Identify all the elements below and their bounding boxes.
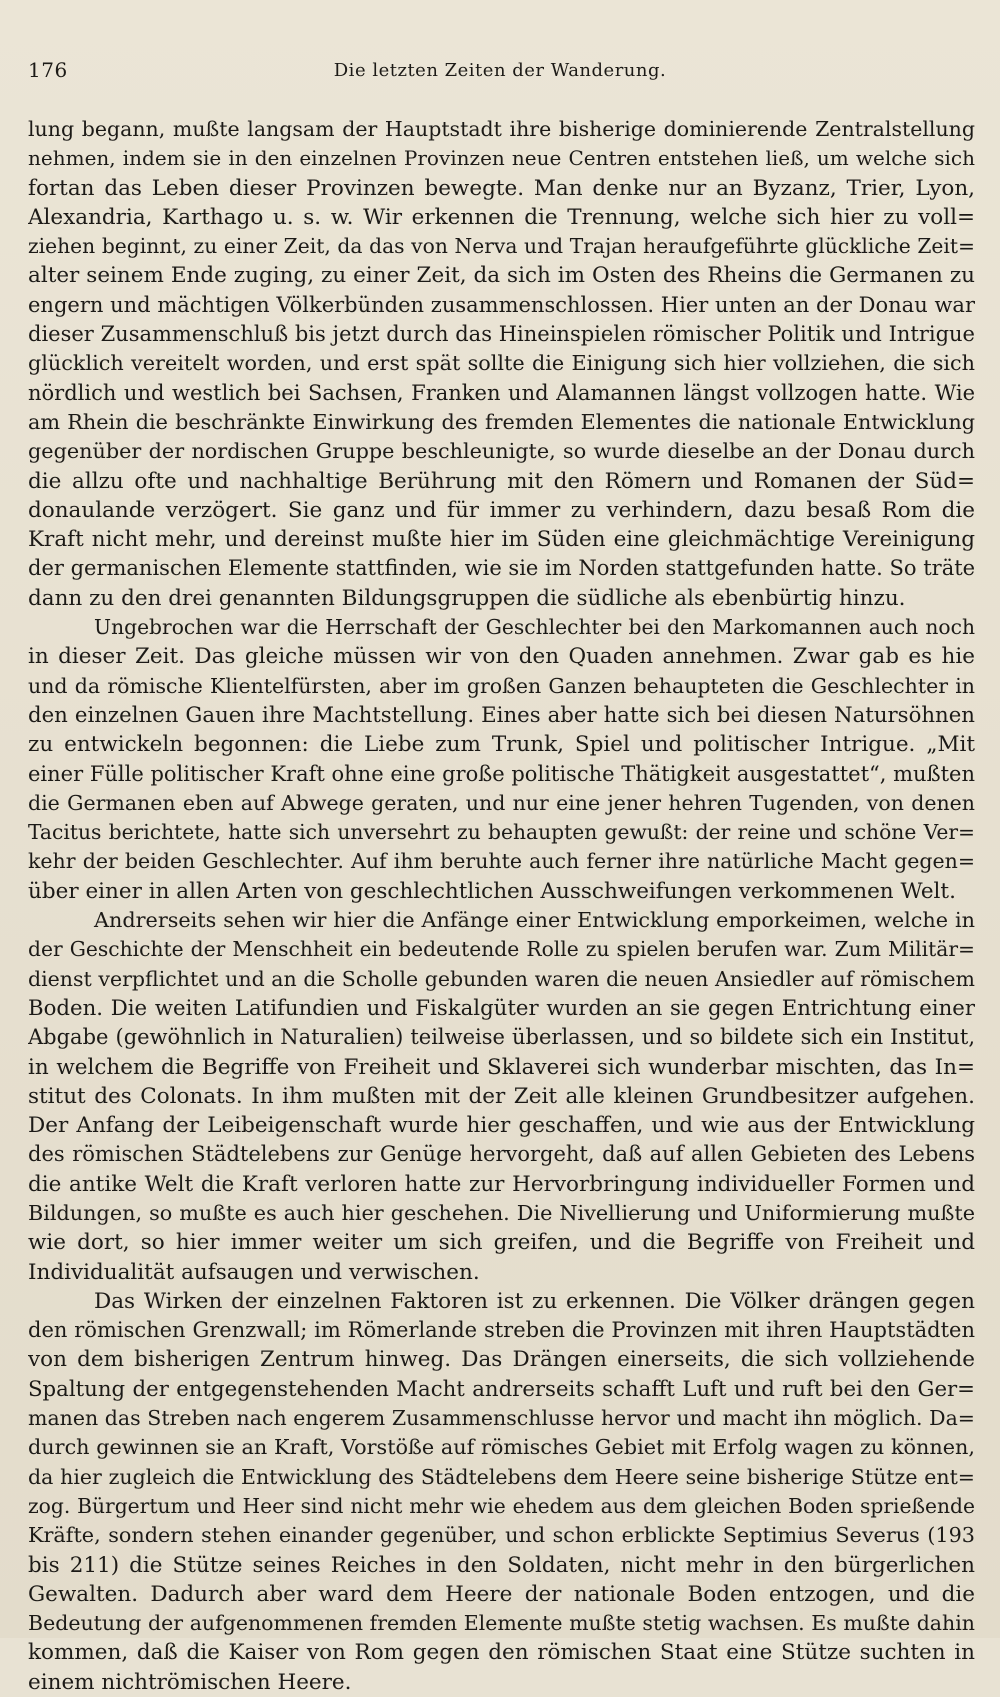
text-line: und da römische Klientelfürsten, aber im großen Ganzen behaupteten die Geschlechter in — [28, 673, 975, 698]
text-line: Der Anfang der Leibeigenschaft wurde hier geschaffen, und wie aus der Entwicklung — [28, 1113, 975, 1139]
text-line: nehmen, indem sie in den einzelnen Provinzen neue Centren entstehen ließ, um welche sich — [28, 146, 975, 171]
text-line: Das Wirken der einzelnen Faktoren ist zu erkennen. Die Völker drängen gegen — [94, 1288, 975, 1314]
text-line: alter seinem Ende zuging, zu einer Zeit, da sich im Osten des Rheins die Germanen zu — [28, 263, 975, 289]
text-line: in welchem die Begriffe von Freiheit und Sklaverei sich wunderbar mischten, das In= — [28, 1054, 975, 1080]
page-header — [28, 58, 972, 90]
page-number: 176 — [28, 58, 68, 82]
text-line: Andrerseits sehen wir hier die Anfänge einer Entwicklung emporkeimen, welche in — [94, 908, 975, 933]
text-line: Bedeutung der aufgenommenen fremden Elemente mußte stetig wachsen. Es mußte dahin — [28, 1611, 975, 1636]
text-line: Individualität aufsaugen und verwischen. — [28, 1259, 480, 1285]
text-line: glücklich vereitelt worden, und erst spät sollte die Einigung sich hier vollziehen, die sich — [28, 351, 975, 376]
text-line: der Geschichte der Menschheit ein bedeutende Rolle zu spielen berufen war. Zum Militär= — [28, 937, 975, 962]
text-line: da hier zugleich die Entwicklung des Städtelebens dem Heere seine bisherige Stütze ent= — [28, 1464, 975, 1489]
text-line: zu entwickeln begonnen: die Liebe zum Trunk, Spiel und politischer Intrigue. „Mit — [28, 732, 975, 758]
text-line: die antike Welt die Kraft verloren hatte zur Hervorbringung individueller Formen und — [28, 1171, 975, 1197]
text-line: bis 211) die Stütze seines Reiches in den Soldaten, nicht mehr in den bürgerlichen — [28, 1552, 975, 1578]
text-line: manen das Streben nach engerem Zusammenschlusse hervor und macht ihn möglich. Da= — [28, 1406, 975, 1431]
text-line: lung begann, mußte langsam der Hauptstadt ihre bisherige dominierende Zentralstellung — [28, 117, 975, 141]
text-line: die allzu ofte und nachhaltige Berührung mit den Römern und Romanen der Süd= — [28, 468, 975, 494]
text-line: den römischen Grenzwall; im Römerlande streben die Provinzen mit ihren Hauptstädten — [28, 1318, 975, 1343]
text-line: Bildungen, so mußte es auch hier geschehen. Die Nivellierung und Uniformierung mußte — [28, 1200, 975, 1225]
text-line: dienst verpflichtet und an die Scholle gebunden waren die neuen Ansiedler auf römischem — [28, 966, 975, 991]
text-line: von dem bisherigen Zentrum hinweg. Das Drängen einerseits, die sich vollziehende — [28, 1347, 975, 1373]
body-text — [28, 115, 975, 1697]
text-line: des römischen Städtelebens zur Genüge hervorgeht, daß auf allen Gebieten des Lebens — [28, 1142, 975, 1167]
text-line: Kraft nicht mehr, und dereinst mußte hier im Süden eine gleichmächtige Vereinigung — [28, 527, 975, 553]
text-line: durch gewinnen sie an Kraft, Vorstöße auf römisches Gebiet mit Erfolg wagen zu können, — [28, 1435, 975, 1460]
text-line: Kräfte, sondern stehen einander gegenüber, und schon erblickte Septimius Severus (193 — [28, 1523, 975, 1548]
text-line: ziehen beginnt, zu einer Zeit, da das von Nerva und Trajan heraufgeführte glückliche Zeit= — [28, 234, 975, 259]
text-line: in dieser Zeit. Das gleiche müssen wir von den Quaden annehmen. Zwar gab es hie — [28, 644, 975, 670]
text-line: dann zu den drei genannten Bildungsgruppen die südliche als ebenbürtig hinzu. — [28, 585, 906, 611]
text-line: zog. Bürgertum und Heer sind nicht mehr wie ehedem aus dem gleichen Boden sprießende — [28, 1493, 975, 1518]
text-line: wie dort, so hier immer weiter um sich greifen, und die Begriffe von Freiheit und — [28, 1230, 975, 1256]
text-line: nördlich und westlich bei Sachsen, Franken und Alamannen längst vollzogen hatte. Wie — [28, 380, 975, 405]
text-line: Gewalten. Dadurch aber ward dem Heere der nationale Boden entzogen, und die — [28, 1581, 975, 1607]
text-line: Spaltung der entgegenstehenden Macht andrerseits schafft Luft und ruft bei den Ger= — [28, 1376, 975, 1402]
text-line: der germanischen Elemente stattfinden, wie sie im Norden stattgefunden hatte. So träte — [28, 556, 975, 581]
text-line: einem nichtrömischen Heere. — [28, 1669, 352, 1695]
text-line: einer Fülle politischer Kraft ohne eine große politische Thätigkeit ausgestattet“, mußten — [28, 761, 975, 786]
text-line: gegenüber der nordischen Gruppe beschleunigte, so wurde dieselbe an der Donau durch — [28, 439, 975, 464]
text-line: dieser Zusammenschluß bis jetzt durch das Hineinspielen römischer Politik und Intrigue — [28, 322, 975, 347]
text-line: Alexandria, Karthago u. s. w. Wir erkennen die Trennung, welche sich hier zu voll= — [28, 204, 975, 230]
text-line: Tacitus berichtete, hatte sich unversehrt zu behaupten gewußt: der reine und schöne Ver= — [28, 820, 975, 845]
text-line: über einer in allen Arten von geschlechtlichen Ausschweifungen verkommenen Welt. — [28, 878, 956, 904]
text-line: fortan das Leben dieser Provinzen bewegte. Man denke nur an Byzanz, Trier, Lyon, — [28, 175, 975, 201]
text-line: Abgabe (gewöhnlich in Naturalien) teilweise überlassen, und so bildete sich ein Institut, — [28, 1025, 975, 1050]
text-line: kehr der beiden Geschlechter. Auf ihm beruhte auch ferner ihre natürliche Macht gegen= — [28, 849, 975, 874]
text-line: kommen, daß die Kaiser von Rom gegen den römischen Staat eine Stütze suchten in — [28, 1640, 975, 1666]
text-line: am Rhein die beschränkte Einwirkung des fremden Elementes die nationale Entwicklung — [28, 409, 975, 434]
text-line: engern und mächtigen Völkerbünden zusammenschlossen. Hier unten an der Donau war — [28, 292, 975, 317]
text-line: Boden. Die weiten Latifundien und Fiskalgüter wurden an sie gegen Entrichtung einer — [28, 995, 975, 1021]
text-line: stitut des Colonats. In ihm mußten mit der Zeit alle kleinen Grundbesitzer aufgehen. — [28, 1083, 975, 1109]
text-line: den einzelnen Gauen ihre Machtstellung. Eines aber hatte sich bei diesen Natursöhnen — [28, 702, 975, 728]
text-line: Ungebrochen war die Herrschaft der Geschlechter bei den Markomannen auch noch — [94, 615, 975, 640]
running-head: Die letzten Zeiten der Wanderung. — [333, 60, 667, 81]
text-line: donaulande verzögert. Sie ganz und für immer zu verhindern, dazu besaß Rom die — [28, 497, 975, 523]
text-line: die Germanen eben auf Abwege geraten, und nur eine jener hehren Tugenden, von denen — [28, 790, 975, 815]
